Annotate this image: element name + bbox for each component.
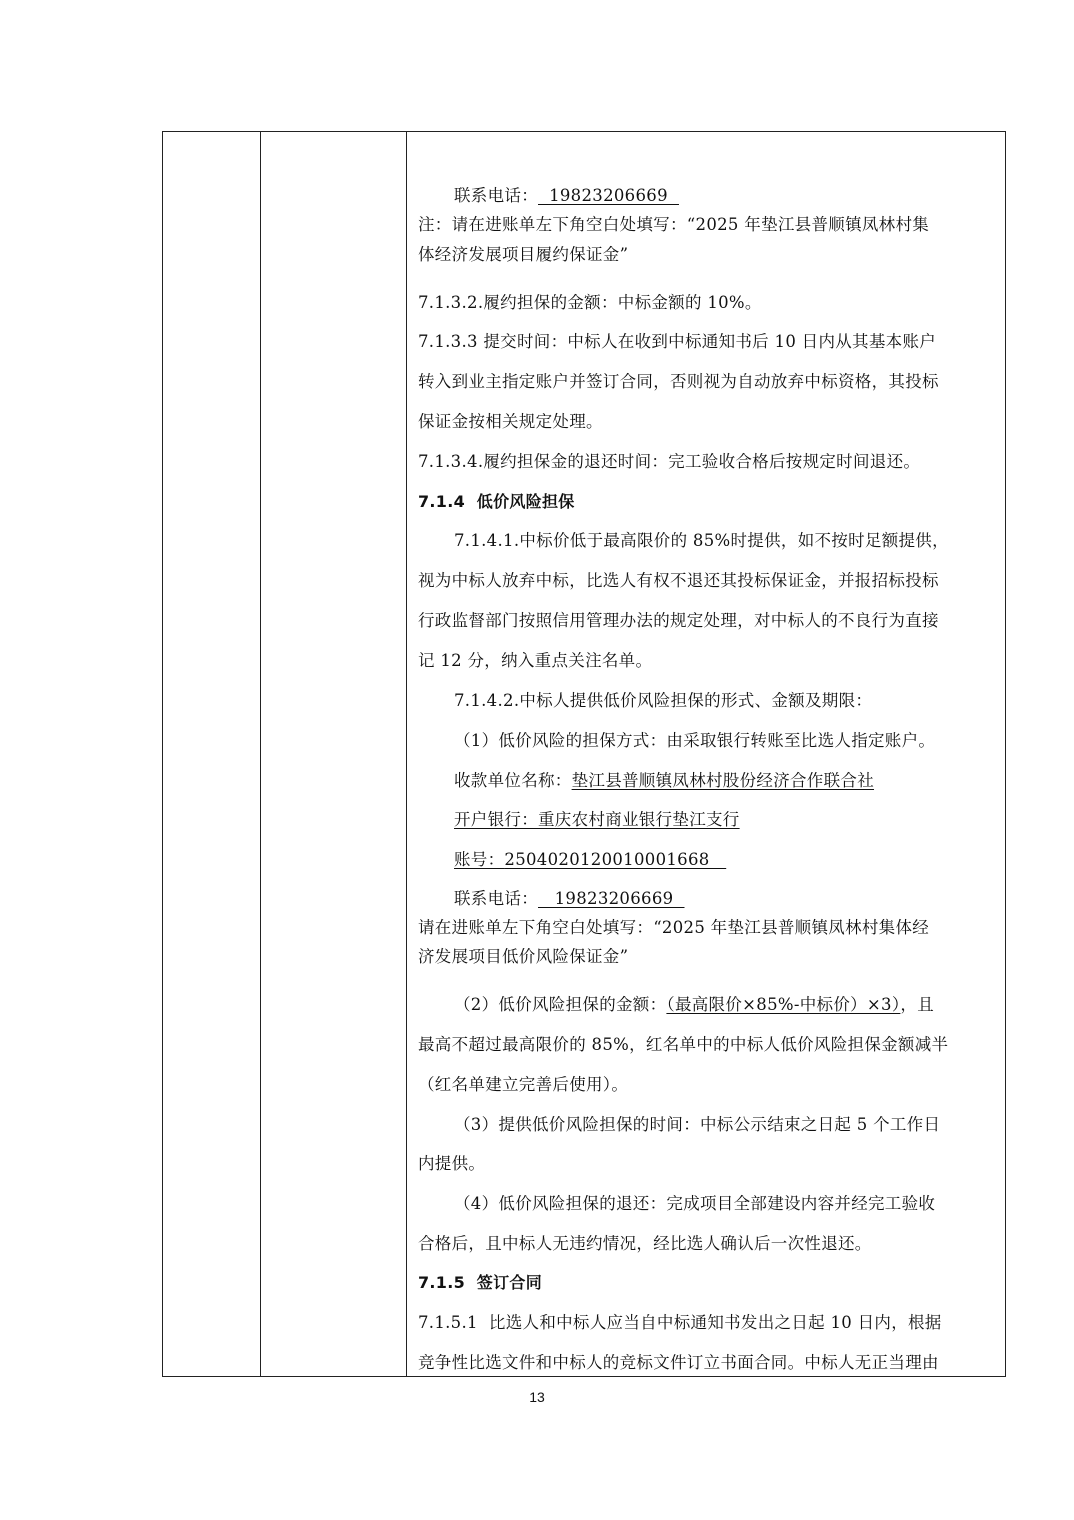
contact-phone-value: 19823206669 bbox=[538, 186, 679, 205]
bank-label: 开户银行： bbox=[454, 810, 538, 829]
section-heading: 7.1.5 签订合同 bbox=[418, 1273, 542, 1292]
paragraph-line: 行政监督部门按照信用管理办法的规定处理，对中标人的不良行为直接 bbox=[418, 611, 939, 630]
paragraph-line: （3）提供低价风险担保的时间：中标公示结束之日起 5 个工作日 bbox=[454, 1115, 941, 1134]
paragraph-line: 济发展项目低价风险保证金” bbox=[418, 947, 629, 966]
account-label: 账号： bbox=[454, 850, 505, 869]
paragraph-line: （1）低价风险的担保方式：由采取银行转账至比选人指定账户。 bbox=[454, 731, 936, 750]
account-value: 2504020120010001668 bbox=[504, 850, 727, 869]
paragraph-line: 记 12 分，纳入重点关注名单。 bbox=[418, 651, 653, 670]
paragraph-line: 视为中标人放弃中标，比选人有权不退还其投标保证金，并报招标投标 bbox=[418, 571, 939, 590]
paragraph-line: 7.1.4.2.中标人提供低价风险担保的形式、金额及期限： bbox=[454, 691, 873, 710]
paragraph-line: 7.1.3.3 提交时间：中标人在收到中标通知书后 10 日内从其基本账户 bbox=[418, 332, 937, 351]
paragraph-line: 注：请在进账单左下角空白处填写：“2025 年垫江县普顺镇凤林村集 bbox=[418, 215, 930, 234]
paragraph-line: 体经济发展项目履约保证金” bbox=[418, 245, 629, 264]
contact-phone-label: 联系电话： bbox=[454, 186, 538, 205]
column-divider-2 bbox=[406, 132, 407, 1376]
paragraph-line: 竞争性比选文件和中标人的竞标文件订立书面合同。中标人无正当理由 bbox=[418, 1353, 939, 1372]
paragraph-line: 7.1.5.1 比选人和中标人应当自中标通知书发出之日起 10 日内，根据 bbox=[418, 1313, 942, 1332]
table-content-cell bbox=[418, 132, 1007, 1376]
contact-phone-line bbox=[454, 185, 679, 207]
paragraph-line: 合格后，且中标人无违约情况，经比选人确认后一次性退还。 bbox=[418, 1234, 872, 1253]
paragraph-line: （红名单建立完善后使用）。 bbox=[418, 1075, 629, 1094]
section-heading: 7.1.4 低价风险担保 bbox=[418, 492, 575, 511]
payee-label: 收款单位名称： bbox=[454, 771, 572, 790]
amount-prefix: （2）低价风险担保的金额： bbox=[454, 995, 667, 1014]
paragraph-line: 请在进账单左下角空白处填写：“2025 年垫江县普顺镇凤林村集体经 bbox=[418, 918, 930, 937]
paragraph-line: （4）低价风险担保的退还：完成项目全部建设内容并经完工验收 bbox=[454, 1194, 936, 1213]
paragraph-line: 7.1.3.2.履约担保的金额：中标金额的 10%。 bbox=[418, 293, 762, 312]
amount-line bbox=[454, 994, 934, 1016]
paragraph-line: 转入到业主指定账户并签订合同，否则视为自动放弃中标资格，其投标 bbox=[418, 372, 939, 391]
amount-formula: （最高限价×85%-中标价）×3） bbox=[666, 995, 901, 1014]
contact-phone-line bbox=[454, 888, 685, 910]
payee-value: 垫江县普顺镇凤林村股份经济合作联合社 bbox=[571, 771, 875, 790]
contact-phone-value: 19823206669 bbox=[538, 889, 685, 908]
account-line bbox=[454, 849, 726, 871]
document-table bbox=[162, 131, 1006, 1377]
page-number: 13 bbox=[529, 1389, 545, 1405]
paragraph-line: 最高不超过最高限价的 85%，红名单中的中标人低价风险担保金额减半 bbox=[418, 1035, 949, 1054]
paragraph-line: 7.1.4.1.中标价低于最高限价的 85%时提供，如不按时足额提供， bbox=[454, 531, 949, 550]
paragraph-line: 7.1.3.4.履约担保金的退还时间：完工验收合格后按规定时间退还。 bbox=[418, 452, 921, 471]
column-divider-1 bbox=[260, 132, 261, 1376]
bank-line bbox=[454, 809, 740, 831]
contact-phone-label: 联系电话： bbox=[454, 889, 538, 908]
payee-line bbox=[454, 770, 874, 792]
paragraph-line: 内提供。 bbox=[418, 1154, 486, 1173]
bank-value: 重庆农村商业银行垫江支行 bbox=[538, 810, 740, 829]
amount-suffix: ，且 bbox=[900, 995, 935, 1014]
paragraph-line: 保证金按相关规定处理。 bbox=[418, 412, 603, 431]
